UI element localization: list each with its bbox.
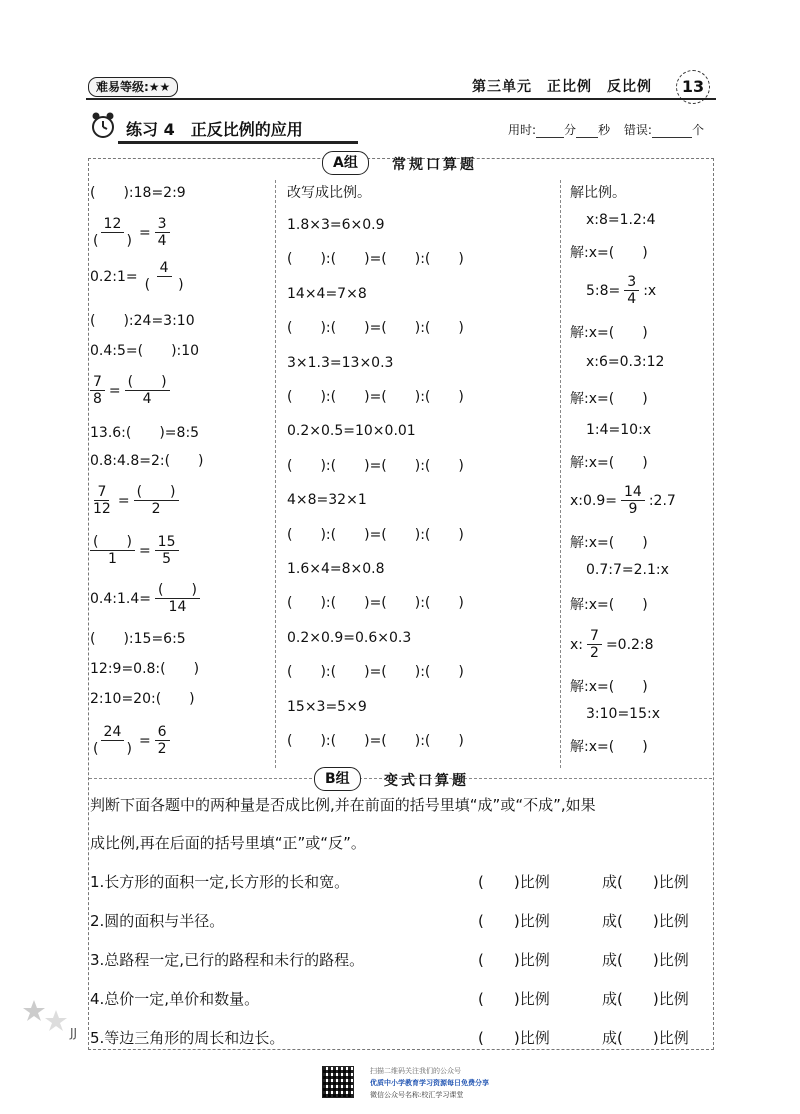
col3-problem-text: x:6=0.3:12 — [586, 354, 665, 370]
col2-equation: 0.2×0.9=0.6×0.3 — [287, 629, 412, 646]
col1-item-numerator: ( ) — [155, 582, 200, 599]
col3-problem-text-left: x: — [570, 636, 584, 653]
group-a-col2-title: 改写成比例。 — [287, 185, 371, 201]
answer-blank-a[interactable]: ( )比例 — [478, 1029, 550, 1047]
col3-problem-text-right: :2.7 — [648, 492, 676, 509]
col1-item-right-numerator: 15 — [155, 534, 179, 551]
col1-item — [90, 582, 200, 615]
col1-item-text: 0.8:4.8=2:( ) — [90, 453, 204, 469]
question-text: 5.等边三角形的周长和边长。 — [90, 1029, 285, 1047]
col3-problem — [586, 562, 669, 578]
col3-problem-denominator: 2 — [590, 645, 599, 661]
minutes-blank[interactable] — [536, 125, 564, 138]
errors-blank[interactable] — [652, 125, 692, 138]
group-b-instruction-2: 成比例,再在后面的括号里填“正”或“反”。 — [90, 834, 366, 852]
answer-blank-b[interactable]: 成( )比例 — [602, 1029, 689, 1047]
group-b-title: 变式口算题 — [384, 773, 469, 789]
col3-problem-text-left: x:0.9= — [570, 492, 617, 509]
col1-item-right-fraction — [155, 534, 179, 567]
col2-answer-row[interactable]: ( ):( )=( ):( ) — [287, 733, 464, 749]
col1-item-right-numerator: 6 — [155, 724, 170, 741]
answer-blank-a[interactable]: ( )比例 — [478, 951, 550, 969]
col1-item-equals: = — [138, 732, 151, 749]
col3-problem-text: x:8=1.2:4 — [586, 212, 656, 228]
col3-problem-denominator: 4 — [627, 291, 637, 307]
col1-item — [90, 374, 170, 407]
group-a-tab: A组 — [322, 151, 369, 175]
difficulty-badge: 难易等级:★★ — [88, 77, 178, 97]
col1-item-right-denominator: 4 — [142, 391, 152, 407]
footer-line-2: 优质中小学教育学习资源每日免费分享 — [370, 1079, 489, 1087]
answer-blank-a[interactable]: ( )比例 — [478, 873, 550, 891]
group-b-question — [90, 872, 712, 894]
col1-item-right-fraction — [134, 484, 179, 517]
col3-solution — [570, 532, 648, 552]
group-b-tab: B组 — [314, 767, 361, 791]
col3-problem-fraction — [624, 274, 639, 307]
col1-item-left-denominator: ( ) — [93, 741, 132, 757]
col3-problem-fraction — [621, 484, 645, 517]
col1-item-text: ( ):18=2:9 — [90, 185, 186, 201]
col2-equation: 14×4=7×8 — [287, 285, 367, 302]
col1-item — [90, 658, 199, 678]
timer-err-label: 错误: — [623, 123, 652, 137]
question-text: 4.总价一定,单价和数量。 — [90, 990, 260, 1008]
col1-item-right-denominator: 5 — [162, 551, 172, 567]
col1-item-numerator: 4 — [157, 260, 172, 277]
col1-item-left-fraction — [90, 534, 135, 567]
group-b-question — [90, 989, 712, 1011]
col3-solution-text: 解:x=( ) — [570, 455, 648, 471]
col2-answer-row[interactable]: ( ):( )=( ):( ) — [287, 320, 464, 337]
col1-item — [90, 310, 195, 330]
col1-item-left-denominator: 1 — [108, 551, 117, 567]
col2-answer-row[interactable]: ( ):( )=( ):( ) — [287, 664, 464, 681]
timer-count-label: 个 — [691, 123, 704, 137]
col3-solution — [570, 388, 648, 408]
col1-item-right-denominator: 4 — [157, 233, 167, 249]
col1-item-denominator: ( ) — [144, 277, 184, 293]
group-a-col3-title: 解比例。 — [570, 185, 626, 201]
unit-title: 第三单元 正比例 反比例 — [472, 79, 652, 95]
col3-problem — [586, 274, 656, 307]
group-b-instruction-1: 判断下面各题中的两种量是否成比例,并在前面的括号里填“成”或“不成”,如果 — [90, 796, 596, 814]
col3-problem-fraction — [587, 628, 602, 661]
col1-item — [90, 216, 170, 249]
alarm-clock-icon — [88, 110, 118, 140]
col1-item-left-denominator: 8 — [93, 391, 102, 407]
answer-blank-a[interactable]: ( )比例 — [478, 990, 550, 1008]
col1-item-right-numerator: ( ) — [125, 374, 170, 391]
col3-problem — [586, 354, 664, 370]
timer-used-label: 用时: — [508, 123, 537, 137]
col1-item — [90, 534, 179, 567]
col3-solution-text: 解:x=( ) — [570, 597, 648, 613]
col2-answer-row[interactable]: ( ):( )=( ):( ) — [287, 251, 464, 268]
col1-item-text: 13.6:( )=8:5 — [90, 425, 200, 441]
col3-problem-text: 3:10=15:x — [586, 706, 660, 722]
answer-blank-b[interactable]: 成( )比例 — [602, 990, 689, 1008]
group-a-title: 常规口算题 — [392, 157, 477, 173]
col1-item-left-numerator: 7 — [90, 374, 105, 391]
footer-line-3: 微信公众号名称:校汇学习课堂 — [370, 1091, 464, 1099]
col2-answer-row[interactable]: ( ):( )=( ):( ) — [287, 595, 464, 612]
col1-item-right-numerator: ( ) — [134, 484, 179, 501]
col1-item — [90, 484, 179, 517]
col1-item-right-fraction — [155, 724, 170, 757]
col1-item-left-fraction — [90, 484, 114, 517]
col1-item-left-fraction — [90, 216, 135, 249]
col1-item-left-denominator: ( ) — [93, 233, 132, 249]
col3-solution-text: 解:x=( ) — [570, 679, 648, 695]
col1-item-text: 0.4:5=( ):10 — [90, 343, 200, 359]
col3-problem — [586, 706, 660, 722]
col1-item-equals: = — [138, 224, 151, 241]
col1-item-fraction — [142, 260, 187, 293]
col1-item-text: ( ):24=3:10 — [90, 313, 195, 329]
col1-item-right-denominator: 2 — [151, 501, 161, 517]
column-separator-1 — [275, 180, 276, 768]
timer-sec-label: 秒 — [598, 123, 611, 137]
col2-equation: 1.6×4=8×0.8 — [287, 561, 385, 577]
answer-blank-a[interactable]: ( )比例 — [478, 912, 550, 930]
col2-answer-row[interactable]: ( ):( )=( ):( ) — [287, 457, 464, 474]
col2-equation: 3×1.3=13×0.3 — [287, 354, 394, 371]
col3-problem — [570, 628, 654, 661]
col3-solution — [570, 452, 648, 472]
col1-item-left-numerator: 7 — [94, 484, 109, 501]
col1-item — [90, 182, 186, 202]
col1-item — [90, 260, 187, 293]
col1-item-text: 12:9=0.8:( ) — [90, 661, 200, 677]
col3-problem-denominator: 9 — [628, 501, 638, 517]
col2-equation: 15×3=5×9 — [287, 698, 367, 715]
corner-mark: JJ — [70, 1026, 78, 1040]
col1-item-left-fraction — [90, 374, 105, 407]
col3-problem-text-right: :x — [643, 282, 657, 299]
qr-code-icon[interactable] — [322, 1066, 354, 1098]
col3-solution — [570, 242, 648, 262]
col1-item — [90, 340, 199, 360]
col1-item-right-fraction — [155, 216, 170, 249]
col3-solution-text: 解:x=( ) — [570, 535, 648, 551]
col2-equation: 4×8=32×1 — [287, 492, 367, 509]
col1-item-text: 2:10=20:( ) — [90, 691, 195, 707]
col3-problem — [570, 484, 676, 517]
col3-solution-text: 解:x=( ) — [570, 391, 648, 407]
col3-solution — [570, 594, 648, 614]
col3-solution-text: 解:x=( ) — [570, 739, 648, 755]
header-rule — [86, 98, 716, 100]
col1-item — [90, 724, 170, 757]
group-b-question — [90, 950, 712, 972]
col1-item-fraction — [155, 582, 200, 615]
col3-solution-text: 解:x=( ) — [570, 325, 648, 341]
question-text: 3.总路程一定,已行的路程和未行的路程。 — [90, 951, 365, 969]
timer-row — [508, 121, 704, 138]
col1-item-text: 0.4:1.4= — [90, 590, 151, 607]
question-text: 1.长方形的面积一定,长方形的长和宽。 — [90, 873, 350, 891]
col2-equation: 1.8×3=6×0.9 — [287, 217, 385, 233]
col2-answer-row[interactable]: ( ):( )=( ):( ) — [287, 389, 464, 405]
col1-item-right-denominator: 2 — [157, 741, 167, 757]
col1-item-left-fraction — [90, 724, 135, 757]
col1-item-equals: = — [138, 542, 151, 559]
col1-item-left-numerator: 12 — [101, 216, 125, 233]
col3-solution — [570, 736, 648, 756]
col2-equation: 0.2×0.5=10×0.01 — [287, 423, 416, 440]
page-number: 13 — [676, 70, 710, 104]
col3-problem — [586, 212, 656, 228]
col3-problem-text-right: =0.2:8 — [605, 636, 654, 653]
col3-problem-text-left: 5:8= — [586, 282, 621, 299]
col3-problem-numerator: 7 — [587, 628, 602, 645]
answer-blank-b[interactable]: 成( )比例 — [602, 912, 689, 930]
col1-item-left-denominator: 12 — [93, 501, 111, 517]
exercise-title-rule — [118, 141, 358, 144]
col3-solution — [570, 322, 648, 342]
col1-item-right-numerator: 3 — [155, 216, 170, 233]
question-text: 2.圆的面积与半径。 — [90, 912, 225, 930]
col1-item — [90, 628, 186, 648]
answer-blank-b[interactable]: 成( )比例 — [602, 951, 689, 969]
col1-item — [90, 450, 204, 470]
group-b-question — [90, 1028, 712, 1050]
col3-solution-text: 解:x=( ) — [570, 245, 648, 261]
col3-problem-text: 1:4=10:x — [586, 422, 652, 438]
col3-problem-text: 0.7:7=2.1:x — [586, 562, 669, 578]
answer-blank-b[interactable]: 成( )比例 — [602, 873, 689, 891]
col1-item — [90, 688, 195, 708]
col1-item-text: 0.2:1= — [90, 268, 138, 285]
column-separator-2 — [560, 180, 561, 768]
col3-problem — [586, 422, 651, 438]
exercise-title: 练习 4 正反比例的应用 — [126, 120, 303, 139]
col1-item-text: ( ):15=6:5 — [90, 631, 186, 647]
col1-item-equals: = — [117, 492, 130, 509]
footer-line-1: 扫描二维码关注我们的公众号 — [370, 1067, 461, 1075]
seconds-blank[interactable] — [576, 125, 598, 138]
col1-item-left-numerator: ( ) — [90, 534, 135, 551]
col3-solution — [570, 676, 648, 696]
col3-problem-numerator: 3 — [624, 274, 639, 291]
col1-item-left-numerator: 24 — [101, 724, 125, 741]
col1-item-right-fraction — [125, 374, 170, 407]
col1-item-equals: = — [108, 382, 121, 399]
col3-problem-numerator: 14 — [621, 484, 645, 501]
col1-item — [90, 422, 199, 442]
col1-item-denominator: 14 — [168, 599, 187, 615]
group-b-question — [90, 911, 712, 933]
col2-answer-row[interactable]: ( ):( )=( ):( ) — [287, 526, 464, 543]
timer-min-label: 分 — [564, 123, 577, 137]
